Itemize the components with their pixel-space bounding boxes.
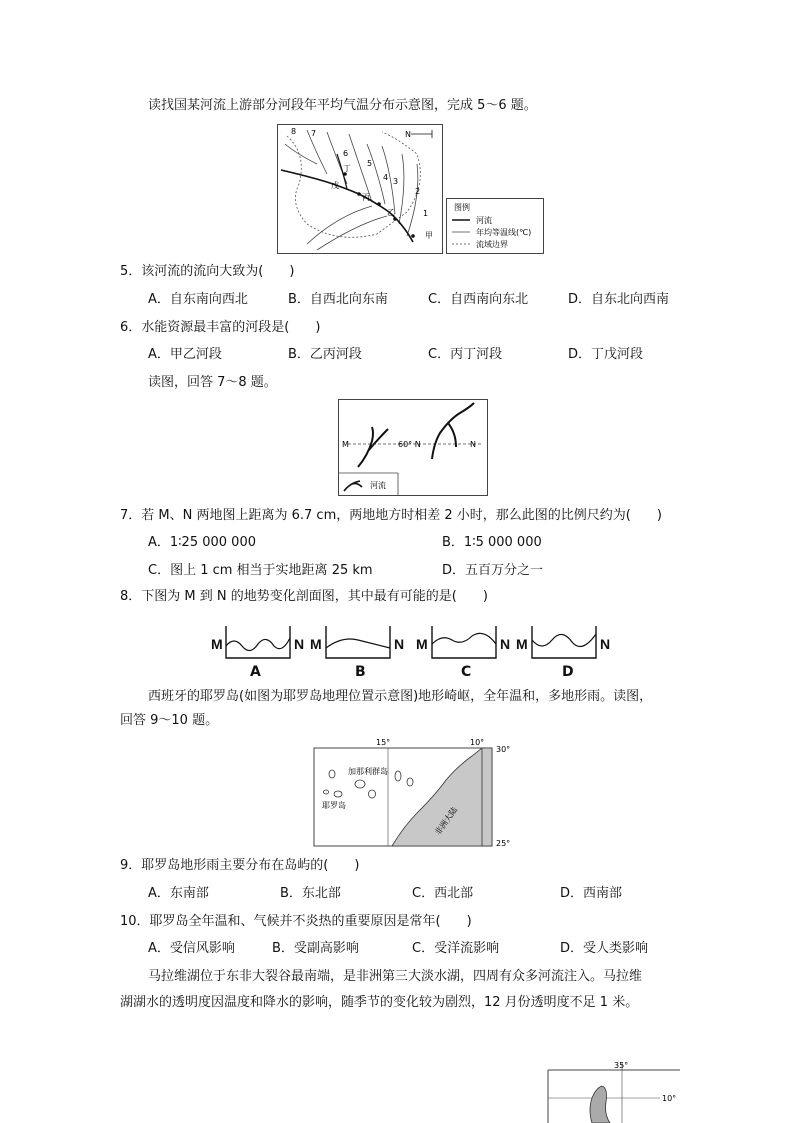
profile-d-label: D bbox=[562, 664, 574, 680]
profile-c-m: M bbox=[416, 636, 428, 652]
label-yi: 乙 bbox=[387, 208, 395, 217]
question-8-stem: 8．下图为 M 到 N 的地势变化剖面图，其中最有可能的是( ) bbox=[120, 589, 488, 604]
q9-option-b: B．东北部 bbox=[280, 886, 341, 901]
africa-label: 非洲大陆 bbox=[433, 805, 460, 837]
label-wu: 戊 bbox=[331, 181, 339, 190]
profile-a-label: A bbox=[250, 664, 261, 680]
q6-option-d: D．丁戊河段 bbox=[568, 347, 644, 362]
isotherm-label-2: 2 bbox=[415, 187, 421, 196]
q7-option-d: D．五百万分之一 bbox=[442, 563, 544, 578]
lat-30: 30° bbox=[496, 745, 511, 754]
profile-c-n: N bbox=[500, 636, 511, 652]
latitude-river-map bbox=[338, 399, 488, 496]
intro-9-10-line1: 西班牙的耶罗岛(如图为耶罗岛地理位置示意图)地形崎岖，全年温和，多地形雨。读图， bbox=[148, 689, 653, 704]
legend-title: 图例 bbox=[454, 203, 470, 212]
lat-10-fig4: 10° bbox=[662, 1094, 677, 1103]
latitude-label: 60° N bbox=[398, 440, 421, 449]
isotherm-label-6: 6 bbox=[343, 149, 349, 158]
profile-b bbox=[324, 624, 392, 660]
lon-15: 15° bbox=[376, 738, 391, 747]
q5-option-d: D．自东北向西南 bbox=[568, 292, 670, 307]
q6-option-b: B．乙丙河段 bbox=[288, 347, 362, 362]
label-ding: 丁 bbox=[343, 164, 351, 173]
q7-option-b: B．1∶5 000 000 bbox=[442, 535, 542, 550]
legend-river-2: 河流 bbox=[370, 481, 386, 490]
q7-option-c: C．图上 1 cm 相当于实地距离 25 km bbox=[148, 563, 373, 578]
q9-option-a: A．东南部 bbox=[148, 886, 209, 901]
canary-islands-label: 加那利群岛 bbox=[348, 767, 388, 776]
isotherm-label-1: 1 bbox=[423, 209, 429, 218]
north-label: N bbox=[405, 130, 411, 139]
intro-5-6: 读找国某河流上游部分河段年平均气温分布示意图，完成 5～6 题。 bbox=[148, 98, 537, 113]
malawi-lake-map bbox=[540, 1058, 680, 1123]
q9-option-c: C．西北部 bbox=[412, 886, 474, 901]
q10-option-c: C．受洋流影响 bbox=[412, 941, 500, 956]
isotherm-label-3: 3 bbox=[393, 177, 399, 186]
legend-boundary: 流域边界 bbox=[476, 240, 508, 249]
isotherm-label-4: 4 bbox=[383, 173, 389, 182]
el-hierro-label: 耶罗岛 bbox=[322, 801, 346, 810]
profile-b-n: N bbox=[394, 636, 405, 652]
map-legend bbox=[446, 198, 544, 254]
point-m: M bbox=[342, 440, 349, 449]
profile-b-m: M bbox=[310, 636, 322, 652]
label-bing: 丙 bbox=[362, 193, 370, 202]
q10-option-b: B．受副高影响 bbox=[272, 941, 359, 956]
profile-c bbox=[430, 624, 498, 660]
profile-b-label: B bbox=[355, 664, 366, 680]
question-9-stem: 9．耶罗岛地形雨主要分布在岛屿的( ) bbox=[120, 858, 360, 873]
q5-option-b: B．自西北向东南 bbox=[288, 292, 388, 307]
legend-river: 河流 bbox=[476, 216, 492, 225]
lon-35: 35° bbox=[614, 1061, 629, 1070]
question-7-stem: 7．若 M、N 两地图上距离为 6.7 cm，两地地方时相差 2 小时，那么此图的比例尺约为( ) bbox=[120, 508, 662, 523]
profile-a bbox=[224, 624, 292, 660]
isotherm-label-5: 5 bbox=[367, 159, 373, 168]
profile-d bbox=[530, 624, 598, 660]
lat-25: 25° bbox=[496, 839, 511, 848]
question-10-stem: 10．耶罗岛全年温和、气候并不炎热的重要原因是常年( ) bbox=[120, 914, 472, 929]
profile-c-label: C bbox=[461, 664, 472, 680]
q5-option-a: A．自东南向西北 bbox=[148, 292, 248, 307]
intro-malawi-line2: 湖湖水的透明度因温度和降水的影响，随季节的变化较为剧烈，12 月份透明度不足 1 米。 bbox=[120, 995, 639, 1010]
q6-option-c: C．丙丁河段 bbox=[428, 347, 503, 362]
el-hierro-map bbox=[312, 738, 518, 850]
question-5-stem: 5．该河流的流向大致为( ) bbox=[120, 264, 295, 279]
profile-a-m: M bbox=[211, 636, 223, 652]
point-n: N bbox=[470, 440, 476, 449]
isotherm-label-7: 7 bbox=[311, 129, 317, 138]
q7-option-a: A．1∶25 000 000 bbox=[148, 535, 256, 550]
intro-9-10-line2: 回答 9～10 题。 bbox=[120, 713, 219, 728]
label-jia: 甲 bbox=[425, 231, 433, 240]
q10-option-a: A．受信风影响 bbox=[148, 941, 235, 956]
question-6-stem: 6．水能资源最丰富的河段是( ) bbox=[120, 320, 321, 335]
intro-malawi-line1: 马拉维湖位于东非大裂谷最南端，是非洲第三大淡水湖，四周有众多河流注入。马拉维 bbox=[148, 969, 643, 984]
q5-option-c: C．自西南向东北 bbox=[428, 292, 529, 307]
legend-isotherm: 年均等温线(℃) bbox=[476, 228, 532, 237]
q9-option-d: D．西南部 bbox=[560, 886, 623, 901]
river-isotherm-map bbox=[277, 124, 443, 254]
profile-d-n: N bbox=[600, 636, 611, 652]
intro-7-8: 读图，回答 7～8 题。 bbox=[148, 375, 277, 390]
profile-a-n: N bbox=[294, 636, 305, 652]
lon-10: 10° bbox=[470, 738, 485, 747]
isotherm-label-8: 8 bbox=[291, 127, 297, 136]
profile-d-m: M bbox=[516, 636, 528, 652]
q10-option-d: D．受人类影响 bbox=[560, 941, 649, 956]
q6-option-a: A．甲乙河段 bbox=[148, 347, 222, 362]
